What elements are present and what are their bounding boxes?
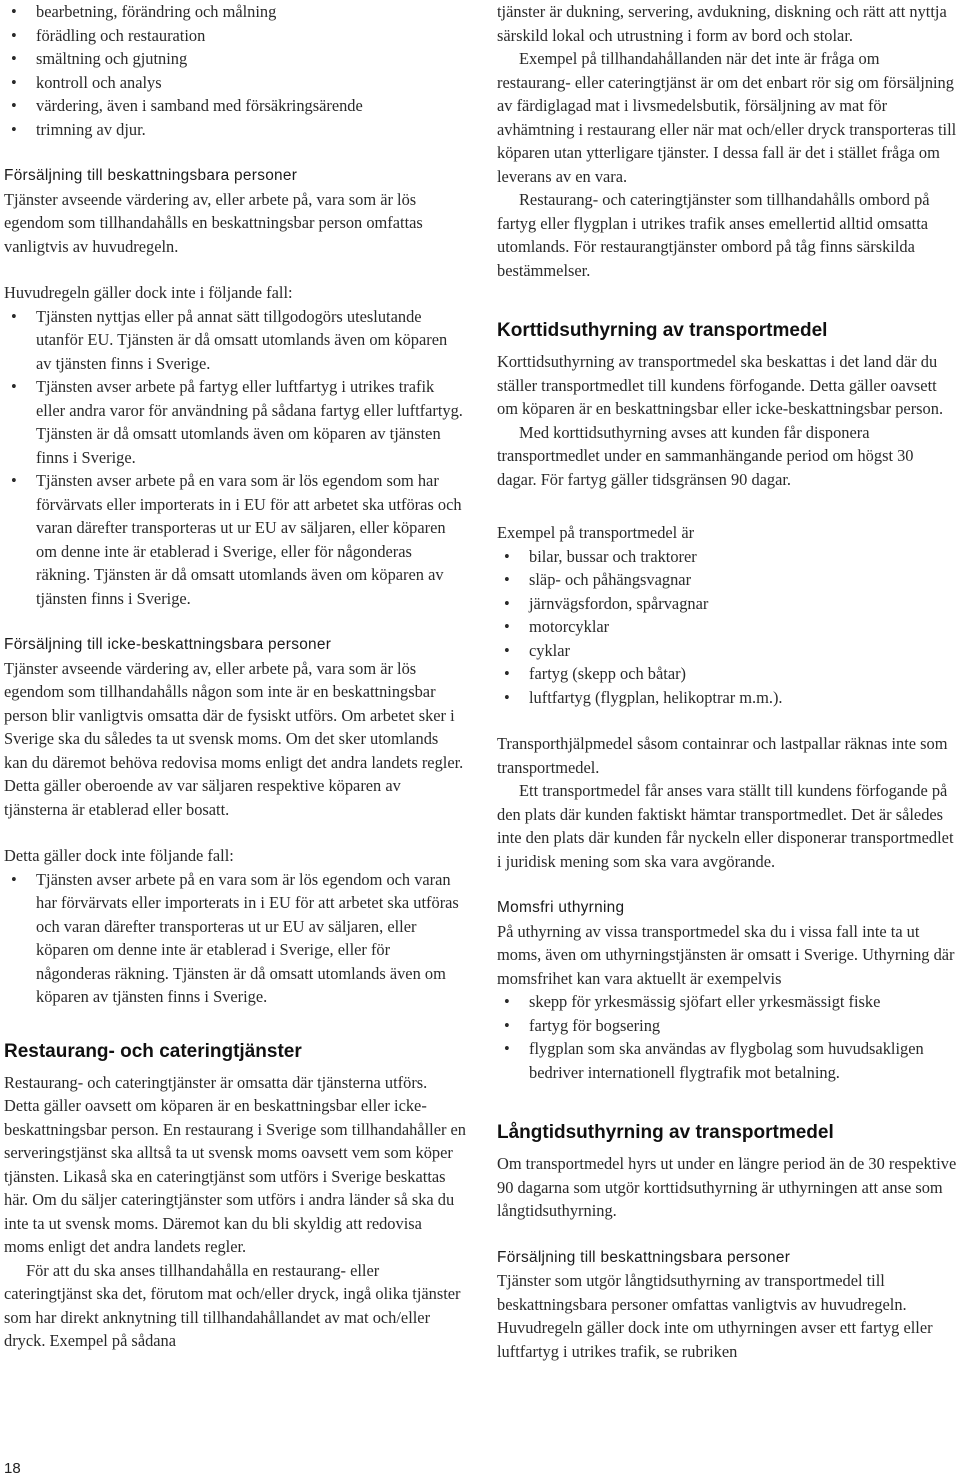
list-item: [4, 469, 466, 610]
list-item-text: bearbetning, förändring och målning: [36, 2, 277, 21]
paragraph: Restaurang- och cateringtjänster är omsatta där tjänsterna utförs. Detta gäller oavsett om köparen är en beskattningsbar eller icke-beskattningsbar person. En restaurang i Sverige som tillhandahåller en serveringstjänst ska alltså ta ut svensk moms oavsett vem som köper tjänsten. Likaså ska en cateringtjänst som utförs i Sverige beskattas här. Om du säljer cateringtjänster som utförs i andra länder så ska du inte ta ut svensk moms. Däremot kan du bli skyldig att redovisa moms enligt det andra landets regler.: [4, 1072, 466, 1256]
list-item: [497, 686, 957, 710]
list-item: [497, 1014, 957, 1038]
list-item-text: fartyg (skepp och båtar): [529, 664, 687, 683]
bullet-icon: •: [11, 25, 17, 45]
paragraph: Tjänster som utgör långtidsuthyrning av transportmedel till beskattningsbara personer omfattas vanligtvis av huvudregeln. Huvudregeln gäller dock inte om uthyrningen avser ett fartyg eller luftfartyg i utrikes trafik, se rubriken: [497, 1271, 933, 1361]
paragraph: Huvudregeln gäller dock inte i följande fall:: [4, 283, 293, 302]
bullet-list-vat-free: [497, 990, 957, 1084]
bullet-list-exceptions: [4, 305, 466, 611]
list-item-text: värdering, även i samband med försäkringsärende: [36, 96, 363, 115]
paragraph: Tjänster avseende värdering av, eller arbete på, vara som är lös egendom som tillhandahålls en beskattningsbar person omfattas vanligtvis av huvudregeln.: [4, 189, 423, 256]
bullet-list-exceptions-2: [4, 868, 466, 1009]
bullet-icon: •: [504, 1039, 510, 1058]
bullet-icon: •: [11, 471, 17, 490]
bullet-icon: •: [11, 96, 17, 115]
bullet-icon: •: [504, 593, 510, 613]
list-item-text: förädling och restauration: [36, 25, 206, 45]
list-item-text: trimning av djur.: [36, 119, 146, 139]
bullet-icon: •: [504, 640, 510, 660]
list-item-text: släp- och påhängsvagnar: [529, 570, 692, 589]
bullet-list-transport-types: [497, 545, 957, 710]
list-item: [497, 639, 957, 663]
list-item: [4, 71, 466, 95]
list-item-text: smältning och gjutning: [36, 49, 188, 68]
list-item: [497, 662, 957, 686]
list-item-text: luftfartyg (flygplan, helikoptrar m.m.).: [529, 687, 783, 707]
paragraph: Om transportmedel hyrs ut under en längre period än de 30 respektive 90 dagarna som utgör korttidsuthyrning är uthyrningen att anse som långtidsuthyrning.: [497, 1154, 957, 1220]
list-item-text: cyklar: [529, 640, 570, 660]
list-item-text: skepp för yrkesmässig sjöfart eller yrkesmässigt fiske: [529, 992, 881, 1011]
bullet-icon: •: [11, 72, 17, 92]
bullet-icon: •: [11, 49, 17, 68]
heading-sales-taxable-2: Försäljning till beskattningsbara personer: [497, 1248, 791, 1266]
list-item: [4, 94, 466, 118]
heading-sales-taxable: Försäljning till beskattningsbara personer: [4, 167, 298, 184]
left-column: [4, 0, 466, 1353]
page-number: 18: [4, 1460, 21, 1477]
list-item: [497, 592, 957, 616]
list-item-text: Tjänsten avser arbete på en vara som är lös egendom och varan har förvärvats eller importerats in i EU för att arbetet ska utföras och varan därefter transporteras ut ur EU av säljaren, eller köparen om denne inte är etablerad i Sverige, eller för någonderas räkning. Tjänsten är då omsatt utomlands även om köparen av tjänsten finns i Sverige.: [36, 869, 459, 1006]
list-item-text: motorcyklar: [529, 617, 610, 636]
list-item-text: flygplan som ska användas av flygbolag som huvudsakligen bedriver internationell flygtrafik mot betalning.: [529, 1039, 924, 1082]
list-item: [497, 545, 957, 569]
list-item: [4, 305, 466, 376]
bullet-icon: •: [504, 1015, 510, 1035]
list-item: [497, 990, 957, 1014]
bullet-icon: •: [11, 306, 17, 326]
bullet-icon: •: [11, 377, 17, 396]
list-item-text: Tjänsten nyttjas eller på annat sätt tillgodogörs uteslutande utanför EU. Tjänsten är då omsatt utomlands även om köparen av tjänsten finns i Sverige.: [36, 306, 448, 373]
paragraph: För att du ska anses tillhandahålla en restaurang- eller cateringtjänst ska det, förutom mat och/eller dryck, ingå olika tjänster som har direkt anknytning till tillhandahållandet av mat och/eller dryck. Exempel på sådana: [4, 1260, 461, 1350]
bullet-icon: •: [11, 869, 17, 889]
list-item: [4, 0, 466, 24]
bullet-icon: •: [504, 687, 510, 707]
list-item: [497, 568, 957, 592]
paragraph: Med korttidsuthyrning avses att kunden får disponera transportmedlet under en sammanhängande period om högst 30 dagar. För fartyg gäller tidsgränsen 90 dagar.: [497, 422, 914, 489]
bullet-icon: •: [11, 119, 17, 139]
paragraph: Transporthjälpmedel såsom containrar och lastpallar räknas inte som transportmedel.: [497, 734, 948, 777]
list-item-text: fartyg för bogsering: [529, 1015, 661, 1035]
bullet-list-work-types: [4, 0, 466, 141]
bullet-icon: •: [504, 570, 510, 589]
heading-sales-non-taxable: Försäljning till icke-beskattningsbara personer: [4, 636, 332, 653]
list-item: [497, 615, 957, 639]
paragraph: Korttidsuthyrning av transportmedel ska beskattas i det land där du ställer transportmedlet till kundens förfogande. Detta gäller oavsett om köparen är en beskattningsbar eller icke-beskattningsbar person.: [497, 352, 944, 418]
paragraph: På uthyrning av vissa transportmedel ska du i vissa fall inte ta ut moms, även om uthyrningstjänsten är omsatt i Sverige. Uthyrning där momsfrihet kan vara aktuellt är exempelvis: [497, 921, 955, 988]
list-item-text: kontroll och analys: [36, 72, 162, 92]
bullet-icon: •: [11, 2, 17, 21]
list-item: [4, 868, 466, 1009]
bullet-icon: •: [504, 546, 510, 566]
paragraph: Exempel på transportmedel är: [497, 523, 695, 542]
list-item: [497, 1037, 957, 1084]
heading-short-term-rental: Korttidsuthyrning av transportmedel: [497, 320, 828, 341]
right-column: [497, 0, 957, 1363]
list-item-text: Tjänsten avser arbete på en vara som är lös egendom som har förvärvats eller importerats in i EU för att arbetet ska utföras och varan därefter transporteras ut ur EU av säljaren, eller köparen om denne inte är etablerad i Sverige, eller för någonderas räkning. Tjänsten är då omsatt utomlands även om köparen av tjänsten finns i Sverige.: [36, 471, 462, 608]
paragraph: Restaurang- och cateringtjänster som tillhandahålls ombord på fartyg eller flygplan i utrikes trafik anses emellertid alltid omsatta utomlands. För restaurangtjänster ombord på tåg finns särskilda bestämmelser.: [497, 190, 930, 280]
list-item: [4, 47, 466, 71]
list-item-text: Tjänsten avser arbete på fartyg eller luftfartyg i utrikes trafik eller andra varor för användning på sådana fartyg eller luftfartyg. Tjänsten är då omsatt utomlands även om köparen av tjänsten finns i Sverige.: [36, 377, 463, 467]
paragraph: Exempel på tillhandahållanden när det inte är fråga om restaurang- eller cateringtjänst är om det enbart rör sig om försäljning av färdiglagad mat i livsmedelsbutik, försäljning av mat för avhämtning i restaurang eller när mat och/eller dryck transporteras till köparen utan ytterligare tjänster. I dessa fall är det i stället fråga om leverans av en vara.: [497, 49, 957, 186]
list-item-text: bilar, bussar och traktorer: [529, 546, 697, 566]
list-item-text: järnvägsfordon, spårvagnar: [529, 593, 709, 613]
heading-long-term-rental: Långtidsuthyrning av transportmedel: [497, 1122, 834, 1143]
paragraph: Ett transportmedel får anses vara ställt till kundens förfogande på den plats där kunden faktiskt hämtar transportmedlet. Det är således inte den plats där kunden får nyckeln eller disponerar transportmedlet i juridisk mening som ska vara avgörande.: [497, 781, 954, 871]
bullet-icon: •: [504, 992, 510, 1011]
paragraph: Tjänster avseende värdering av, eller arbete på, vara som är lös egendom som tillhandahålls någon som inte är en beskattningsbar person blir vanligtvis omsatta där de fysiskt utförs. Om arbetet sker i Sverige ska du således ta ut svensk moms. Om det sker utomlands kan du däremot behöva redovisa moms enligt det andra landets regler. Detta gäller oberoende av var säljaren respektive köparen av tjänsterna är etablerad eller bosatt.: [4, 658, 464, 819]
bullet-icon: •: [504, 617, 510, 636]
list-item: [4, 24, 466, 48]
list-item: [4, 118, 466, 142]
heading-restaurant-catering: Restaurang- och cateringtjänster: [4, 1040, 302, 1062]
heading-vat-free-rental: Momsfri uthyrning: [497, 899, 625, 916]
bullet-icon: •: [504, 664, 510, 683]
list-item: [4, 375, 466, 469]
paragraph: tjänster är dukning, servering, avdukning, diskning och rätt att nyttja särskild lokal och utrustning i form av bord och stolar.: [497, 2, 947, 45]
paragraph: Detta gäller dock inte följande fall:: [4, 846, 234, 865]
